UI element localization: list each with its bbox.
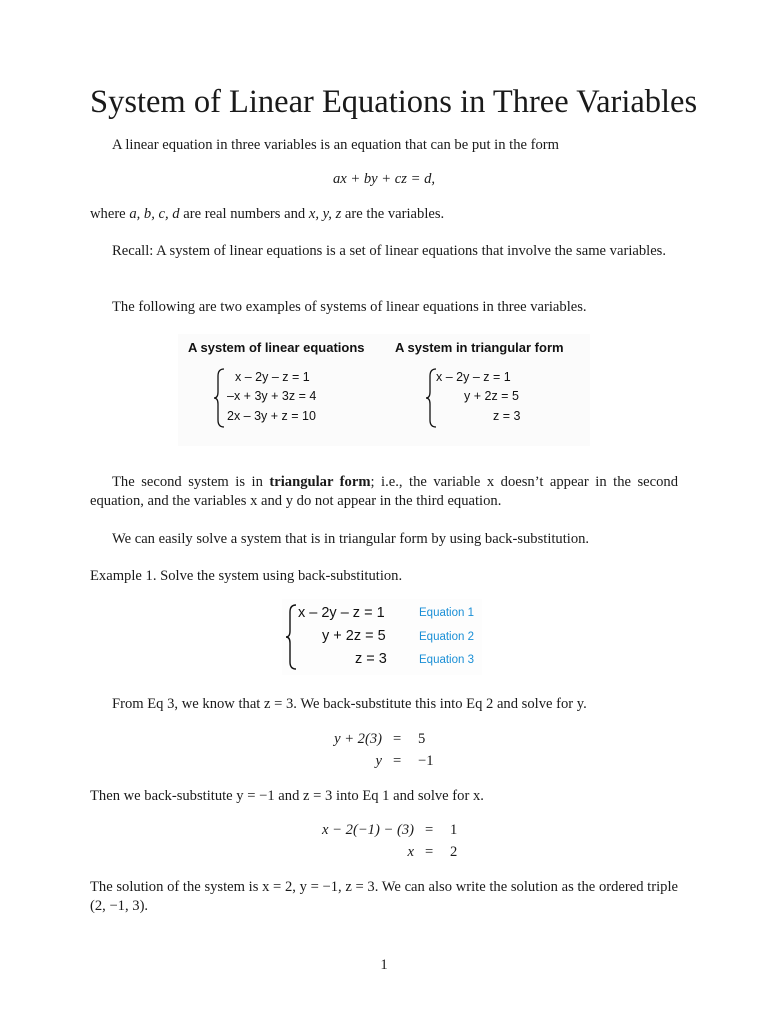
backsub-intro-paragraph: We can easily solve a system that is in triangular form by using back-substitution. [112, 531, 590, 547]
equation-2-label: Equation 2 [419, 631, 474, 643]
equation-3: z = 3 [355, 651, 387, 667]
equation-3-label: Equation 3 [419, 654, 474, 666]
intro-paragraph: A linear equation in three variables is an equation that can be put in the form [112, 137, 559, 153]
left-equation-2: –x + 3y + 3z = 4 [227, 389, 317, 403]
right-figure-header: A system in triangular form [395, 340, 564, 355]
align1-row2-lhs: y [375, 753, 382, 769]
align1-row1-rel: = [393, 731, 402, 747]
where-paragraph: where a, b, c, d are real numbers and x, y, z are the variables. [90, 206, 445, 222]
recall-paragraph: Recall: A system of linear equations is a set of linear equations that involve the same variables. [112, 243, 667, 259]
page-title: System of Linear Equations in Three Variables [90, 84, 698, 120]
align1-row2-rhs: −1 [418, 753, 434, 769]
step-1-paragraph: From Eq 3, we know that z = 3. We back-substitute this into Eq 2 and solve for y. [112, 696, 587, 712]
triangular-system-brace [285, 604, 297, 670]
right-equation-3: z = 3 [493, 409, 521, 423]
systems-example-figure [178, 334, 590, 446]
align2-row2-lhs: x [407, 844, 414, 860]
right-equation-1: x – 2y – z = 1 [436, 370, 511, 384]
examples-intro-paragraph: The following are two examples of systems of linear equations in three variables. [112, 299, 587, 315]
equation-1-label: Equation 1 [419, 607, 474, 619]
align2-row2-rel: = [425, 844, 434, 860]
example-1-heading: Example 1. Solve the system using back-substitution. [90, 568, 403, 584]
align2-row1-rhs: 1 [450, 822, 458, 838]
general-form-formula: ax + by + cz = d, [332, 171, 436, 187]
triangular-paragraph: The second system is in triangular form; i.e., the variable x doesn’t appear in the second equation, and the variables x and y do not appear in the third equation. [90, 474, 678, 509]
align1-row2-rel: = [393, 753, 402, 769]
align1-row1-lhs: y + 2(3) [334, 731, 382, 747]
step-2-paragraph: Then we back-substitute y = −1 and z = 3 into Eq 1 and solve for x. [90, 788, 484, 804]
left-equation-1: x – 2y – z = 1 [235, 370, 310, 384]
align2-row1-lhs: x − 2(−1) − (3) [322, 822, 414, 838]
align2-row1-rel: = [425, 822, 434, 838]
left-equation-3: 2x – 3y + z = 10 [227, 409, 316, 423]
left-system-brace [213, 368, 225, 428]
align2-row2-rhs: 2 [450, 844, 458, 860]
equation-2: y + 2z = 5 [322, 628, 386, 644]
solution-paragraph: The solution of the system is x = 2, y = −1, z = 3. We can also write the solution as the ordered triple (2, −1, 3). [90, 879, 678, 914]
triangular-system-figure [282, 599, 482, 675]
align1-row1-rhs: 5 [418, 731, 426, 747]
page-number: 1 [380, 957, 388, 973]
left-figure-header: A system of linear equations [188, 340, 365, 355]
equation-1: x – 2y – z = 1 [298, 605, 385, 621]
right-equation-2: y + 2z = 5 [464, 389, 519, 403]
